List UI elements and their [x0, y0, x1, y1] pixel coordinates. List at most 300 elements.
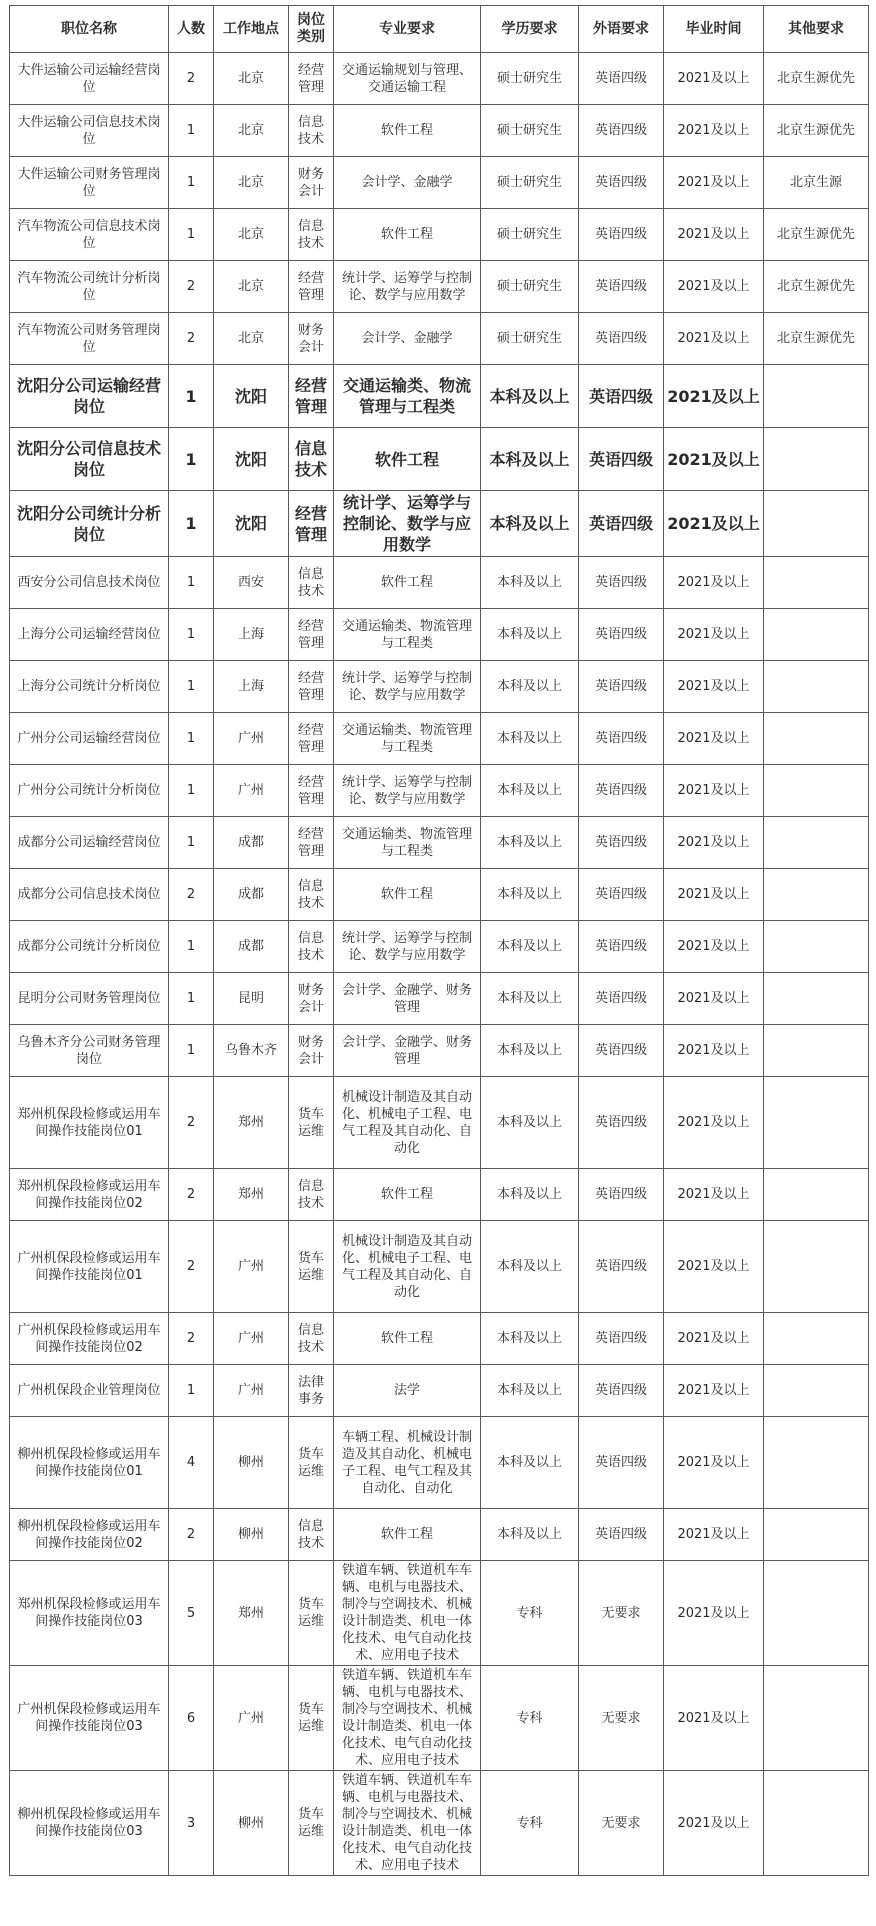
cell-position-name: 乌鲁木齐分公司财务管理岗位: [10, 1025, 169, 1077]
cell-position-name: 西安分公司信息技术岗位: [10, 557, 169, 609]
cell-headcount: 6: [169, 1666, 214, 1771]
cell-category: 货车运维: [289, 1077, 334, 1169]
cell-headcount: 1: [169, 661, 214, 713]
cell-major: 交通运输规划与管理、交通运输工程: [334, 53, 481, 105]
cell-language: 英语四级: [579, 1509, 664, 1561]
cell-education: 本科及以上: [481, 365, 579, 428]
table-row: [10, 609, 869, 661]
cell-major: 统计学、运筹学与控制论、数学与应用数学: [334, 491, 481, 557]
cell-graduation: 2021及以上: [664, 1666, 764, 1771]
cell-major: 软件工程: [334, 428, 481, 491]
cell-education: 本科及以上: [481, 557, 579, 609]
cell-language: 英语四级: [579, 1025, 664, 1077]
cell-other: [764, 1169, 869, 1221]
table-row: [10, 817, 869, 869]
cell-category: 经营管理: [289, 817, 334, 869]
cell-language: 英语四级: [579, 713, 664, 765]
header-graduation: 毕业时间: [664, 6, 764, 53]
cell-location: 柳州: [214, 1509, 289, 1561]
cell-category: 经营管理: [289, 491, 334, 557]
table-row: [10, 1509, 869, 1561]
cell-location: 昆明: [214, 973, 289, 1025]
cell-graduation: 2021及以上: [664, 713, 764, 765]
cell-position-name: 沈阳分公司统计分析岗位: [10, 491, 169, 557]
cell-major: 车辆工程、机械设计制造及其自动化、机械电子工程、电气工程及其自动化、自动化: [334, 1417, 481, 1509]
cell-graduation: 2021及以上: [664, 1365, 764, 1417]
cell-category: 财务会计: [289, 973, 334, 1025]
cell-position-name: 郑州机保段检修或运用车间操作技能岗位01: [10, 1077, 169, 1169]
table-row: [10, 1313, 869, 1365]
cell-headcount: 1: [169, 973, 214, 1025]
cell-other: [764, 869, 869, 921]
cell-graduation: 2021及以上: [664, 313, 764, 365]
cell-location: 北京: [214, 209, 289, 261]
cell-major: 统计学、运筹学与控制论、数学与应用数学: [334, 261, 481, 313]
cell-language: 英语四级: [579, 817, 664, 869]
cell-graduation: 2021及以上: [664, 609, 764, 661]
cell-position-name: 大件运输公司运输经营岗位: [10, 53, 169, 105]
cell-location: 柳州: [214, 1417, 289, 1509]
cell-other: [764, 1561, 869, 1666]
cell-other: [764, 1417, 869, 1509]
cell-headcount: 5: [169, 1561, 214, 1666]
cell-other: [764, 557, 869, 609]
cell-graduation: 2021及以上: [664, 661, 764, 713]
cell-category: 信息技术: [289, 921, 334, 973]
cell-major: 软件工程: [334, 557, 481, 609]
cell-education: 本科及以上: [481, 491, 579, 557]
header-position-name: 职位名称: [10, 6, 169, 53]
cell-education: 本科及以上: [481, 1313, 579, 1365]
cell-major: 会计学、金融学、财务管理: [334, 973, 481, 1025]
cell-location: 广州: [214, 713, 289, 765]
cell-education: 硕士研究生: [481, 261, 579, 313]
cell-major: 软件工程: [334, 209, 481, 261]
header-education: 学历要求: [481, 6, 579, 53]
cell-headcount: 1: [169, 1025, 214, 1077]
cell-location: 北京: [214, 157, 289, 209]
cell-education: 专科: [481, 1666, 579, 1771]
cell-category: 经营管理: [289, 609, 334, 661]
table-row: [10, 869, 869, 921]
cell-other: [764, 713, 869, 765]
cell-category: 信息技术: [289, 1313, 334, 1365]
cell-position-name: 汽车物流公司信息技术岗位: [10, 209, 169, 261]
cell-other: [764, 365, 869, 428]
cell-major: 软件工程: [334, 1509, 481, 1561]
recruitment-table-wrapper: [9, 5, 869, 1876]
cell-headcount: 1: [169, 105, 214, 157]
cell-major: 软件工程: [334, 1169, 481, 1221]
recruitment-table: [9, 5, 869, 1876]
cell-language: 英语四级: [579, 765, 664, 817]
cell-other: 北京生源: [764, 157, 869, 209]
cell-headcount: 1: [169, 921, 214, 973]
cell-language: 英语四级: [579, 209, 664, 261]
cell-headcount: 1: [169, 1365, 214, 1417]
cell-category: 经营管理: [289, 261, 334, 313]
cell-other: [764, 973, 869, 1025]
table-row: [10, 1417, 869, 1509]
cell-location: 成都: [214, 817, 289, 869]
cell-education: 专科: [481, 1771, 579, 1876]
cell-major: 交通运输类、物流管理与工程类: [334, 365, 481, 428]
cell-language: 英语四级: [579, 921, 664, 973]
cell-position-name: 广州机保段检修或运用车间操作技能岗位01: [10, 1221, 169, 1313]
cell-major: 机械设计制造及其自动化、机械电子工程、电气工程及其自动化、自动化: [334, 1221, 481, 1313]
cell-major: 交通运输类、物流管理与工程类: [334, 817, 481, 869]
cell-position-name: 汽车物流公司统计分析岗位: [10, 261, 169, 313]
cell-education: 本科及以上: [481, 1509, 579, 1561]
cell-position-name: 广州机保段企业管理岗位: [10, 1365, 169, 1417]
cell-language: 英语四级: [579, 1313, 664, 1365]
cell-education: 本科及以上: [481, 973, 579, 1025]
cell-category: 货车运维: [289, 1221, 334, 1313]
table-row: [10, 261, 869, 313]
cell-education: 硕士研究生: [481, 313, 579, 365]
cell-language: 无要求: [579, 1771, 664, 1876]
cell-major: 会计学、金融学: [334, 313, 481, 365]
cell-education: 本科及以上: [481, 817, 579, 869]
cell-location: 北京: [214, 261, 289, 313]
cell-position-name: 大件运输公司财务管理岗位: [10, 157, 169, 209]
cell-graduation: 2021及以上: [664, 1509, 764, 1561]
cell-position-name: 柳州机保段检修或运用车间操作技能岗位01: [10, 1417, 169, 1509]
cell-location: 郑州: [214, 1169, 289, 1221]
cell-graduation: 2021及以上: [664, 261, 764, 313]
header-headcount: 人数: [169, 6, 214, 53]
cell-position-name: 昆明分公司财务管理岗位: [10, 973, 169, 1025]
table-row: [10, 1561, 869, 1666]
cell-major: 机械设计制造及其自动化、机械电子工程、电气工程及其自动化、自动化: [334, 1077, 481, 1169]
cell-category: 信息技术: [289, 557, 334, 609]
cell-headcount: 2: [169, 1313, 214, 1365]
cell-location: 成都: [214, 921, 289, 973]
cell-language: 英语四级: [579, 105, 664, 157]
cell-position-name: 上海分公司统计分析岗位: [10, 661, 169, 713]
cell-category: 货车运维: [289, 1666, 334, 1771]
cell-graduation: 2021及以上: [664, 491, 764, 557]
cell-graduation: 2021及以上: [664, 365, 764, 428]
cell-headcount: 1: [169, 765, 214, 817]
cell-location: 沈阳: [214, 491, 289, 557]
table-row: [10, 365, 869, 428]
cell-position-name: 郑州机保段检修或运用车间操作技能岗位02: [10, 1169, 169, 1221]
cell-language: 英语四级: [579, 557, 664, 609]
cell-category: 财务会计: [289, 157, 334, 209]
table-row: [10, 491, 869, 557]
cell-major: 统计学、运筹学与控制论、数学与应用数学: [334, 661, 481, 713]
cell-major: 会计学、金融学: [334, 157, 481, 209]
cell-category: 信息技术: [289, 209, 334, 261]
cell-graduation: 2021及以上: [664, 157, 764, 209]
cell-category: 信息技术: [289, 1509, 334, 1561]
cell-other: [764, 1365, 869, 1417]
cell-category: 经营管理: [289, 713, 334, 765]
cell-location: 北京: [214, 313, 289, 365]
cell-education: 硕士研究生: [481, 53, 579, 105]
cell-major: 统计学、运筹学与控制论、数学与应用数学: [334, 765, 481, 817]
cell-category: 货车运维: [289, 1561, 334, 1666]
cell-other: [764, 1313, 869, 1365]
cell-headcount: 2: [169, 261, 214, 313]
cell-graduation: 2021及以上: [664, 1025, 764, 1077]
table-row: [10, 1025, 869, 1077]
cell-other: 北京生源优先: [764, 209, 869, 261]
table-body: [10, 53, 869, 1876]
cell-position-name: 广州机保段检修或运用车间操作技能岗位03: [10, 1666, 169, 1771]
cell-major: 统计学、运筹学与控制论、数学与应用数学: [334, 921, 481, 973]
cell-major: 交通运输类、物流管理与工程类: [334, 713, 481, 765]
cell-position-name: 广州分公司运输经营岗位: [10, 713, 169, 765]
cell-location: 柳州: [214, 1771, 289, 1876]
cell-education: 本科及以上: [481, 1169, 579, 1221]
cell-education: 本科及以上: [481, 609, 579, 661]
cell-education: 专科: [481, 1561, 579, 1666]
cell-category: 信息技术: [289, 869, 334, 921]
cell-other: [764, 1077, 869, 1169]
cell-graduation: 2021及以上: [664, 105, 764, 157]
cell-other: [764, 817, 869, 869]
cell-language: 英语四级: [579, 491, 664, 557]
cell-major: 铁道车辆、铁道机车车辆、电机与电器技术、制冷与空调技术、机械设计制造类、机电一体化技术、电气自动化技术、应用电子技术: [334, 1771, 481, 1876]
cell-language: 英语四级: [579, 869, 664, 921]
cell-position-name: 成都分公司信息技术岗位: [10, 869, 169, 921]
cell-location: 郑州: [214, 1561, 289, 1666]
cell-language: 英语四级: [579, 261, 664, 313]
cell-major: 软件工程: [334, 105, 481, 157]
cell-headcount: 1: [169, 817, 214, 869]
cell-headcount: 1: [169, 157, 214, 209]
cell-position-name: 广州机保段检修或运用车间操作技能岗位02: [10, 1313, 169, 1365]
cell-education: 本科及以上: [481, 1417, 579, 1509]
cell-education: 本科及以上: [481, 1221, 579, 1313]
header-other: 其他要求: [764, 6, 869, 53]
cell-language: 英语四级: [579, 365, 664, 428]
cell-location: 上海: [214, 661, 289, 713]
cell-language: 无要求: [579, 1561, 664, 1666]
cell-location: 广州: [214, 765, 289, 817]
cell-category: 经营管理: [289, 765, 334, 817]
cell-education: 本科及以上: [481, 428, 579, 491]
cell-major: 会计学、金融学、财务管理: [334, 1025, 481, 1077]
cell-other: [764, 661, 869, 713]
cell-language: 英语四级: [579, 428, 664, 491]
cell-other: [764, 1025, 869, 1077]
cell-other: [764, 1666, 869, 1771]
cell-position-name: 上海分公司运输经营岗位: [10, 609, 169, 661]
cell-other: [764, 765, 869, 817]
cell-location: 郑州: [214, 1077, 289, 1169]
cell-major: 交通运输类、物流管理与工程类: [334, 609, 481, 661]
cell-language: 英语四级: [579, 661, 664, 713]
cell-headcount: 1: [169, 209, 214, 261]
cell-graduation: 2021及以上: [664, 765, 764, 817]
cell-other: [764, 1509, 869, 1561]
cell-graduation: 2021及以上: [664, 1077, 764, 1169]
cell-headcount: 1: [169, 713, 214, 765]
table-row: [10, 557, 869, 609]
cell-graduation: 2021及以上: [664, 1561, 764, 1666]
cell-category: 货车运维: [289, 1771, 334, 1876]
cell-location: 上海: [214, 609, 289, 661]
cell-graduation: 2021及以上: [664, 1313, 764, 1365]
cell-headcount: 1: [169, 428, 214, 491]
cell-language: 英语四级: [579, 313, 664, 365]
table-row: [10, 661, 869, 713]
cell-headcount: 1: [169, 365, 214, 428]
cell-location: 沈阳: [214, 365, 289, 428]
cell-location: 广州: [214, 1221, 289, 1313]
cell-language: 无要求: [579, 1666, 664, 1771]
header-location: 工作地点: [214, 6, 289, 53]
cell-language: 英语四级: [579, 1417, 664, 1509]
table-header-row: [10, 6, 869, 53]
cell-graduation: 2021及以上: [664, 428, 764, 491]
table-row: [10, 1077, 869, 1169]
cell-category: 财务会计: [289, 1025, 334, 1077]
cell-location: 西安: [214, 557, 289, 609]
header-language: 外语要求: [579, 6, 664, 53]
cell-category: 经营管理: [289, 53, 334, 105]
cell-other: 北京生源优先: [764, 105, 869, 157]
cell-position-name: 汽车物流公司财务管理岗位: [10, 313, 169, 365]
cell-language: 英语四级: [579, 157, 664, 209]
cell-position-name: 成都分公司运输经营岗位: [10, 817, 169, 869]
cell-location: 广州: [214, 1666, 289, 1771]
cell-headcount: 2: [169, 869, 214, 921]
table-row: [10, 1771, 869, 1876]
table-row: [10, 209, 869, 261]
cell-position-name: 柳州机保段检修或运用车间操作技能岗位02: [10, 1509, 169, 1561]
cell-other: [764, 1771, 869, 1876]
cell-category: 信息技术: [289, 428, 334, 491]
cell-major: 软件工程: [334, 1313, 481, 1365]
cell-language: 英语四级: [579, 53, 664, 105]
cell-headcount: 2: [169, 53, 214, 105]
cell-graduation: 2021及以上: [664, 209, 764, 261]
cell-major: 法学: [334, 1365, 481, 1417]
table-row: [10, 713, 869, 765]
cell-category: 经营管理: [289, 661, 334, 713]
cell-graduation: 2021及以上: [664, 869, 764, 921]
cell-graduation: 2021及以上: [664, 1417, 764, 1509]
cell-category: 法律事务: [289, 1365, 334, 1417]
table-row: [10, 765, 869, 817]
cell-major: 铁道车辆、铁道机车车辆、电机与电器技术、制冷与空调技术、机械设计制造类、机电一体化技术、电气自动化技术、应用电子技术: [334, 1561, 481, 1666]
cell-other: [764, 491, 869, 557]
table-row: [10, 1666, 869, 1771]
cell-education: 硕士研究生: [481, 209, 579, 261]
table-row: [10, 1221, 869, 1313]
cell-major: 铁道车辆、铁道机车车辆、电机与电器技术、制冷与空调技术、机械设计制造类、机电一体化技术、电气自动化技术、应用电子技术: [334, 1666, 481, 1771]
cell-other: 北京生源优先: [764, 261, 869, 313]
cell-other: [764, 609, 869, 661]
cell-position-name: 大件运输公司信息技术岗位: [10, 105, 169, 157]
cell-education: 本科及以上: [481, 1077, 579, 1169]
cell-headcount: 2: [169, 1221, 214, 1313]
cell-location: 北京: [214, 53, 289, 105]
cell-location: 乌鲁木齐: [214, 1025, 289, 1077]
cell-headcount: 1: [169, 557, 214, 609]
cell-headcount: 2: [169, 1509, 214, 1561]
cell-major: 软件工程: [334, 869, 481, 921]
cell-headcount: 1: [169, 491, 214, 557]
cell-graduation: 2021及以上: [664, 1169, 764, 1221]
cell-language: 英语四级: [579, 1169, 664, 1221]
cell-position-name: 成都分公司统计分析岗位: [10, 921, 169, 973]
cell-language: 英语四级: [579, 609, 664, 661]
cell-category: 财务会计: [289, 313, 334, 365]
cell-position-name: 广州分公司统计分析岗位: [10, 765, 169, 817]
cell-education: 本科及以上: [481, 921, 579, 973]
cell-other: [764, 1221, 869, 1313]
cell-location: 成都: [214, 869, 289, 921]
cell-category: 信息技术: [289, 1169, 334, 1221]
cell-category: 信息技术: [289, 105, 334, 157]
cell-language: 英语四级: [579, 1077, 664, 1169]
cell-education: 本科及以上: [481, 661, 579, 713]
table-row: [10, 313, 869, 365]
cell-category: 经营管理: [289, 365, 334, 428]
cell-graduation: 2021及以上: [664, 1221, 764, 1313]
table-row: [10, 1365, 869, 1417]
table-row: [10, 921, 869, 973]
cell-language: 英语四级: [579, 1221, 664, 1313]
cell-graduation: 2021及以上: [664, 973, 764, 1025]
cell-graduation: 2021及以上: [664, 1771, 764, 1876]
cell-headcount: 3: [169, 1771, 214, 1876]
cell-education: 硕士研究生: [481, 105, 579, 157]
table-row: [10, 973, 869, 1025]
cell-education: 本科及以上: [481, 869, 579, 921]
cell-headcount: 2: [169, 1077, 214, 1169]
cell-other: 北京生源优先: [764, 53, 869, 105]
cell-headcount: 1: [169, 609, 214, 661]
cell-graduation: 2021及以上: [664, 921, 764, 973]
cell-location: 沈阳: [214, 428, 289, 491]
cell-other: [764, 428, 869, 491]
cell-position-name: 沈阳分公司运输经营岗位: [10, 365, 169, 428]
cell-other: 北京生源优先: [764, 313, 869, 365]
cell-graduation: 2021及以上: [664, 557, 764, 609]
table-row: [10, 428, 869, 491]
cell-education: 硕士研究生: [481, 157, 579, 209]
cell-education: 本科及以上: [481, 1025, 579, 1077]
cell-position-name: 柳州机保段检修或运用车间操作技能岗位03: [10, 1771, 169, 1876]
cell-location: 广州: [214, 1365, 289, 1417]
header-category: 岗位类别: [289, 6, 334, 53]
cell-position-name: 沈阳分公司信息技术岗位: [10, 428, 169, 491]
cell-headcount: 4: [169, 1417, 214, 1509]
cell-graduation: 2021及以上: [664, 817, 764, 869]
cell-graduation: 2021及以上: [664, 53, 764, 105]
cell-education: 本科及以上: [481, 765, 579, 817]
cell-location: 广州: [214, 1313, 289, 1365]
cell-category: 货车运维: [289, 1417, 334, 1509]
table-row: [10, 105, 869, 157]
table-row: [10, 53, 869, 105]
table-row: [10, 157, 869, 209]
cell-language: 英语四级: [579, 973, 664, 1025]
cell-position-name: 郑州机保段检修或运用车间操作技能岗位03: [10, 1561, 169, 1666]
table-row: [10, 1169, 869, 1221]
cell-language: 英语四级: [579, 1365, 664, 1417]
cell-education: 本科及以上: [481, 1365, 579, 1417]
header-major: 专业要求: [334, 6, 481, 53]
cell-headcount: 2: [169, 313, 214, 365]
cell-location: 北京: [214, 105, 289, 157]
